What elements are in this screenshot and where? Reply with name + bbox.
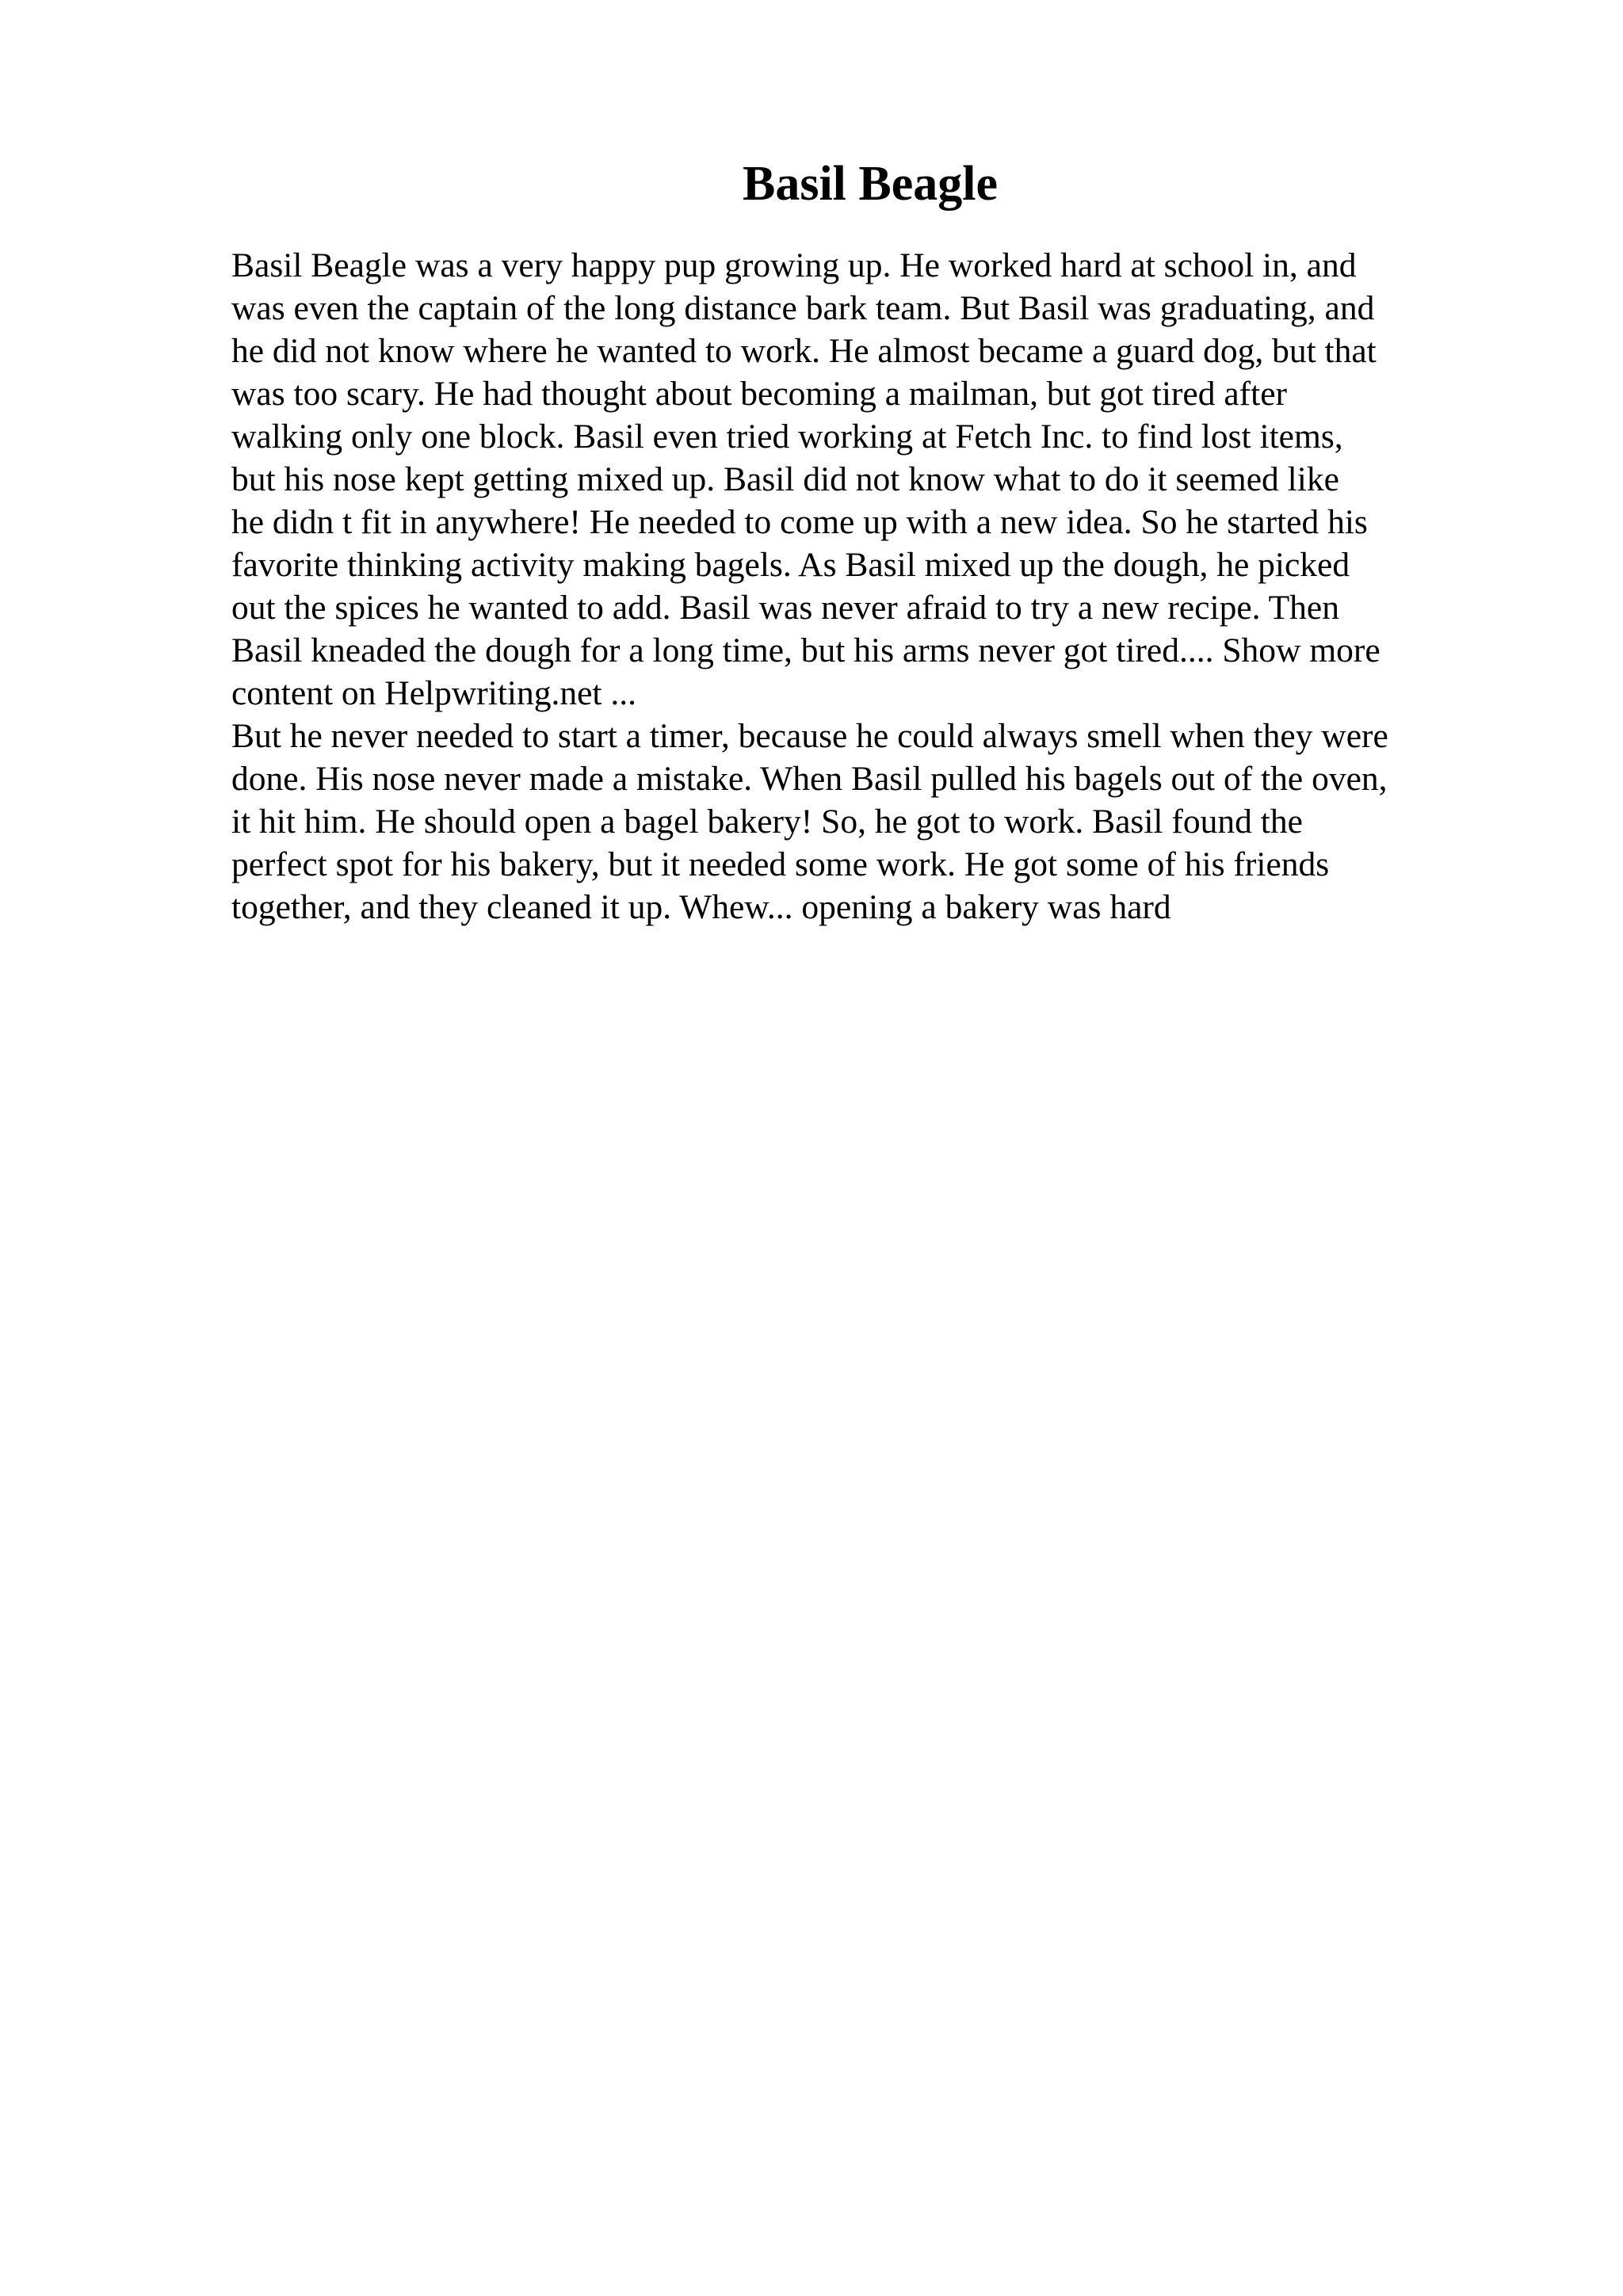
paragraph-2 [231, 715, 1499, 929]
text-line: Basil kneaded the dough for a long time, but his arms never got tired.... Show more [231, 631, 1381, 669]
text-line: he did not know where he wanted to work. He almost became a guard dog, but that [231, 332, 1377, 370]
text-line: perfect spot for his bakery, but it needed some work. He got some of his friends [231, 845, 1330, 883]
document-body [231, 244, 1499, 929]
text-line: together, and they cleaned it up. Whew... opening a bakery was hard [231, 888, 1171, 926]
text-line: was too scary. He had thought about becoming a mailman, but got tired after [231, 375, 1288, 413]
paragraph-1 [231, 244, 1499, 715]
text-line: he didn t fit in anywhere! He needed to come up with a new idea. So he started his [231, 503, 1368, 541]
text-line: But he never needed to start a timer, because he could always smell when they were [231, 717, 1388, 755]
text-line: was even the captain of the long distance bark team. But Basil was graduating, and [231, 289, 1375, 327]
text-line: it hit him. He should open a bagel bakery! So, he got to work. Basil found the [231, 803, 1303, 841]
text-line: favorite thinking activity making bagels. As Basil mixed up the dough, he picked [231, 546, 1350, 584]
text-line: but his nose kept getting mixed up. Basil did not know what to do it seemed like [231, 460, 1339, 498]
text-line: done. His nose never made a mistake. When Basil pulled his bagels out of the oven, [231, 760, 1388, 798]
text-line: out the spices he wanted to add. Basil was never afraid to try a new recipe. Then [231, 589, 1339, 627]
text-line: walking only one block. Basil even tried working at Fetch Inc. to find lost items, [231, 418, 1343, 456]
document-title: Basil Beagle [742, 157, 999, 211]
text-line: content on Helpwriting.net ... [231, 674, 637, 712]
text-line: Basil Beagle was a very happy pup growing up. He worked hard at school in, and [231, 246, 1357, 284]
